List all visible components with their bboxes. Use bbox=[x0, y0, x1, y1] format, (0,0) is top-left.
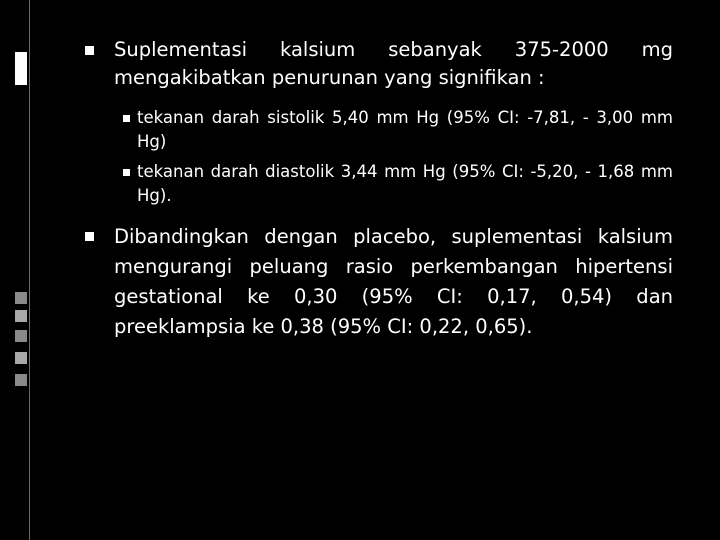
accent-square bbox=[15, 292, 27, 304]
square-bullet-icon bbox=[85, 46, 94, 55]
accent-square-large bbox=[15, 52, 27, 85]
accent-square bbox=[15, 352, 27, 364]
sub-bullet-text: tekanan darah sistolik 5,40 mm Hg (95% CI: -7,81, - 3,00 mm Hg) bbox=[137, 108, 673, 151]
bullet-item bbox=[85, 222, 673, 342]
bullet-text: Suplementasi kalsium sebanyak 375-2000 mg mengakibatkan penurunan yang signifikan : bbox=[114, 38, 673, 89]
sub-bullet-text: tekanan darah diastolik 3,44 mm Hg (95% CI: -5,20, - 1,68 mm Hg). bbox=[137, 162, 673, 205]
sub-bullet-item bbox=[123, 106, 673, 154]
square-bullet-icon bbox=[123, 169, 130, 176]
bullet-text: Dibandingkan dengan placebo, suplementasi kalsium mengurangi peluang rasio perkembangan hipertensi gestational ke 0,30 (95% CI: 0,17, 0,54) dan preeklampsia ke 0,38 (95% CI: 0,22, 0,65). bbox=[114, 225, 673, 338]
sub-bullet-item bbox=[123, 160, 673, 208]
accent-square bbox=[15, 330, 27, 342]
accent-square bbox=[15, 374, 27, 386]
square-bullet-icon bbox=[123, 115, 130, 122]
slide-content bbox=[85, 36, 673, 342]
square-bullet-icon bbox=[85, 232, 94, 241]
bullet-item bbox=[85, 36, 673, 92]
accent-square bbox=[15, 310, 27, 322]
left-divider-line bbox=[29, 0, 30, 540]
